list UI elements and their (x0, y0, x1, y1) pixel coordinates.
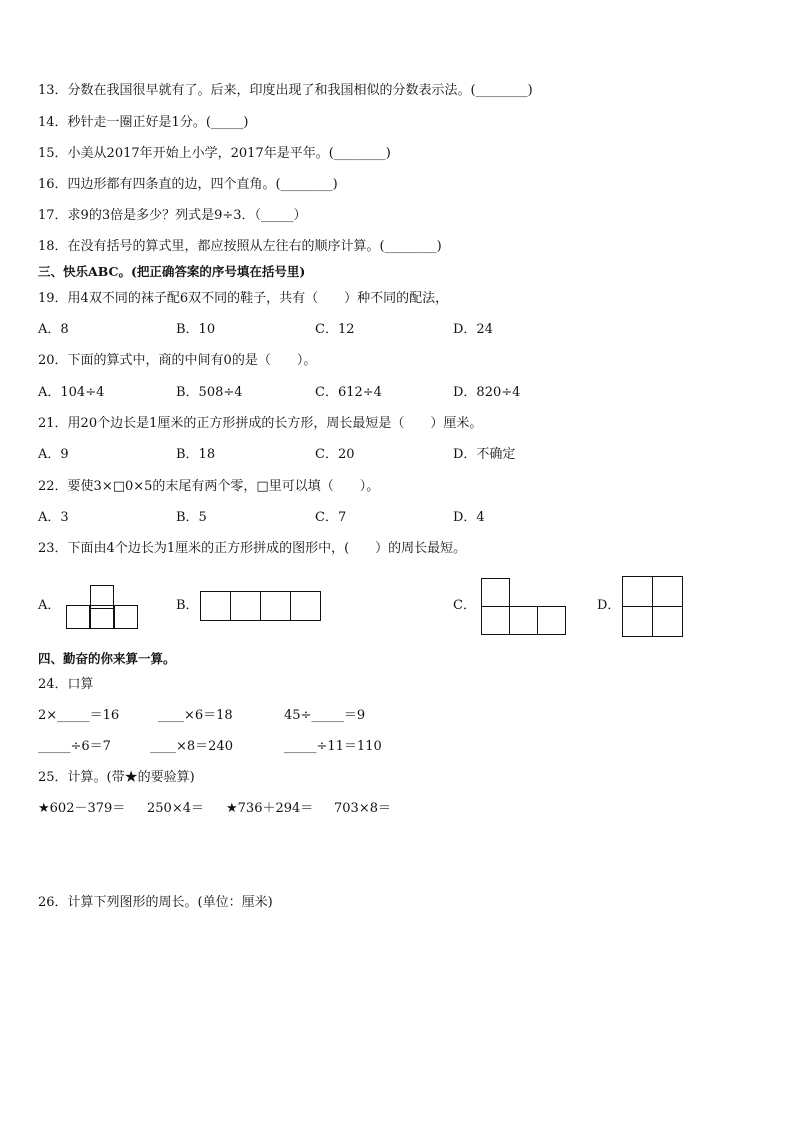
q23-figure-d (622, 576, 683, 637)
question-19: 19．用4双不同的袜子配6双不同的鞋子，共有（ ）种不同的配法， (38, 291, 449, 306)
q19-option-c: C．12 (315, 322, 355, 337)
q23-option-c-label: C． (453, 598, 476, 613)
question-17: 17．求9的3倍是多少？列式是9÷3．（_____） (38, 208, 307, 223)
q24-item: 2×_____＝16 (38, 708, 120, 723)
q23-option-a-label: A． (38, 598, 61, 613)
section-4-heading: 四、勤奋的你来算一算。 (38, 651, 176, 666)
q25-item: ★602－379＝ (38, 801, 126, 816)
q19-option-b: B．10 (176, 322, 216, 337)
question-21: 21．用20个边长是1厘米的正方形拼成的长方形，周长最短是（ ）厘米。 (38, 416, 483, 431)
q25-item: 703×8＝ (334, 801, 391, 816)
question-20: 20．下面的算式中，商的中间有0的是（ ）。 (38, 353, 317, 368)
q19-option-a: A．8 (38, 322, 69, 337)
q25-item: ★736＋294＝ (226, 801, 314, 816)
q23-option-d-label: D． (597, 598, 621, 613)
q21-option-d: D．不确定 (453, 447, 516, 462)
question-23: 23．下面由4个边长为1厘米的正方形拼成的图形中，( ）的周长最短。 (38, 541, 467, 556)
q24-item: ____×6＝18 (158, 708, 233, 723)
q24-item: _____÷6＝7 (38, 739, 111, 754)
question-22: 22．要使3×□0×5的末尾有两个零，□里可以填（ ）。 (38, 479, 380, 494)
q22-option-c: C．7 (315, 510, 347, 525)
q21-option-c: C．20 (315, 447, 355, 462)
q19-option-d: D．24 (453, 322, 493, 337)
q20-option-c: C．612÷4 (315, 385, 382, 400)
question-18: 18．在没有括号的算式里，都应按照从左往右的顺序计算。(________) (38, 239, 442, 254)
question-15: 15．小美从2017年开始上小学，2017年是平年。(________) (38, 146, 391, 161)
q22-option-b: B．5 (176, 510, 207, 525)
q20-option-b: B．508÷4 (176, 385, 243, 400)
q22-option-d: D．4 (453, 510, 485, 525)
section-3-heading: 三、快乐ABC。(把正确答案的序号填在括号里) (38, 264, 306, 279)
q25-item: 250×4＝ (147, 801, 204, 816)
q24-item: _____÷11＝110 (284, 739, 382, 754)
question-26: 26．计算下列图形的周长。(单位：厘米) (38, 895, 273, 910)
q23-figure-a (66, 585, 139, 629)
q23-figure-b (200, 591, 321, 621)
q23-figure-c (481, 578, 565, 635)
question-14: 14．秒针走一圈正好是1分。(_____) (38, 115, 249, 130)
q21-option-a: A．9 (38, 447, 69, 462)
question-16: 16．四边形都有四条直的边，四个直角。(________) (38, 177, 338, 192)
q22-option-a: A．3 (38, 510, 69, 525)
q23-option-b-label: B． (176, 598, 199, 613)
question-24-title: 24．口算 (38, 677, 94, 692)
q20-option-a: A．104÷4 (38, 385, 105, 400)
q20-option-d: D．820÷4 (453, 385, 521, 400)
question-25-title: 25．计算。(带★的要验算) (38, 770, 195, 785)
q24-item: ____×8＝240 (150, 739, 233, 754)
q24-item: 45÷_____＝9 (284, 708, 366, 723)
question-13: 13．分数在我国很早就有了。后来，印度出现了和我国相似的分数表示法。(________) (38, 83, 533, 98)
q21-option-b: B．18 (176, 447, 216, 462)
